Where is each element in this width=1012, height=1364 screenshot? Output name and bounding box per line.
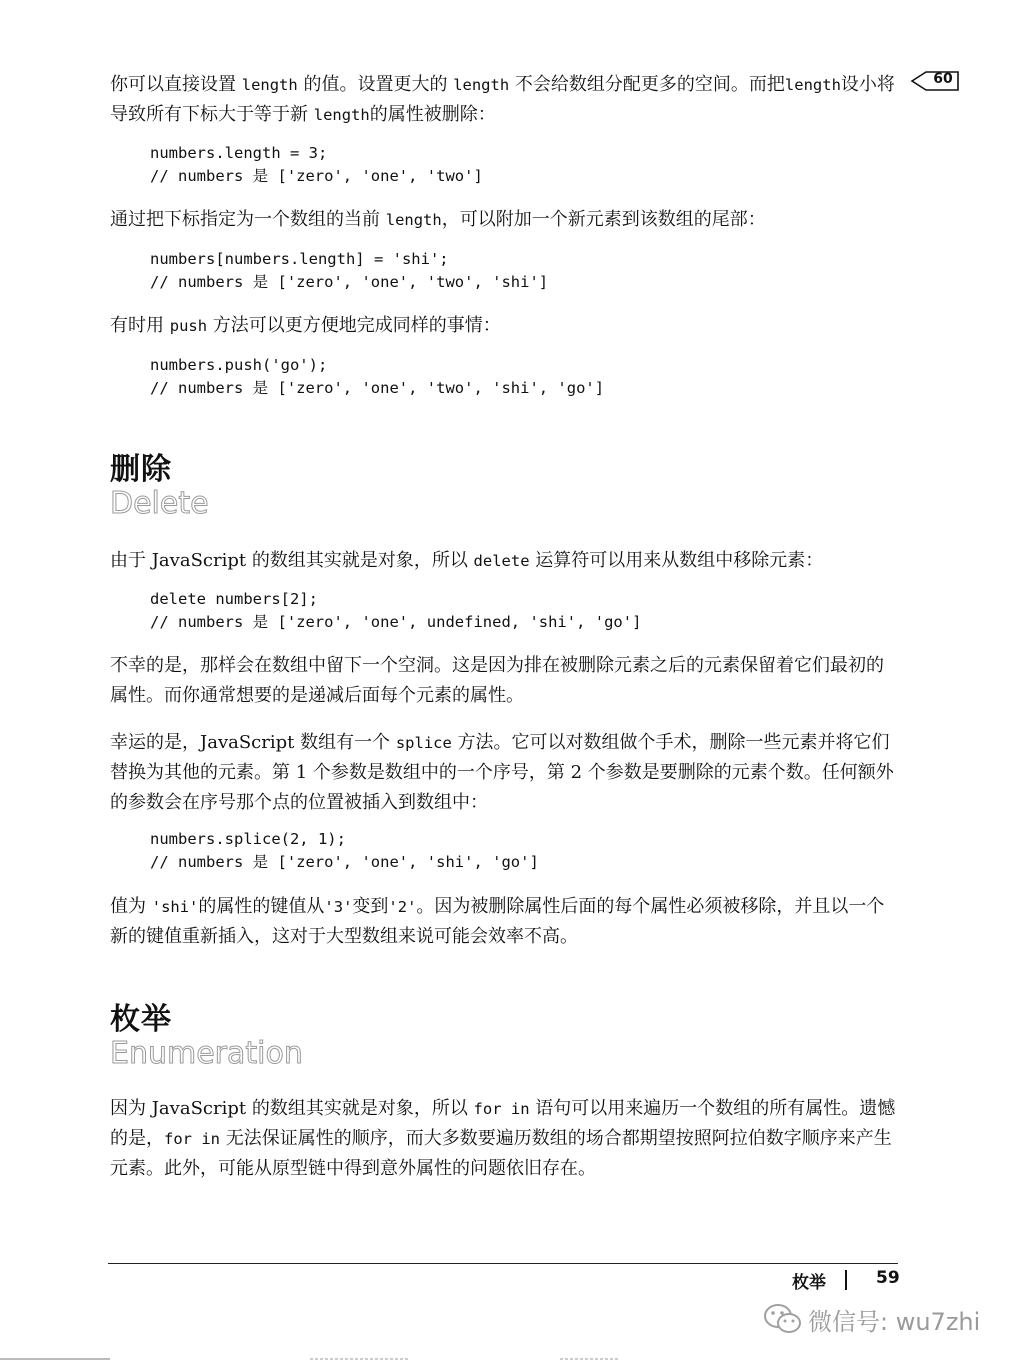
watermark-text: 微信号: wu7zhi: [808, 1308, 981, 1336]
code-block-length: numbers.length = 3; // numbers 是 ['zero', 'one', 'two']: [150, 144, 483, 185]
footer-section-title: 枚举: [792, 1273, 826, 1293]
inline-code: '3': [324, 898, 353, 916]
section-subheading-enumeration: Enumeration: [110, 1036, 303, 1071]
footer-page-number: 59: [876, 1268, 900, 1288]
inline-code: delete: [473, 552, 530, 570]
inline-code: length: [241, 76, 298, 94]
code-block-push: numbers.push('go'); // numbers 是 ['zero', 'one', 'two', 'shi', 'go']: [150, 356, 605, 397]
intro-paragraph-1: 你可以直接设置 length 的值。设置更大的 length 不会给数组分配更多的空间。而把length设小将导致所有下标大于等于新 length的属性被删除：: [110, 74, 895, 125]
delete-paragraph-1: 由于 JavaScript 的数组其实就是对象，所以 delete 运算符可以用来从数组中移除元素：: [110, 550, 824, 571]
page-marker-number: 60: [933, 71, 953, 87]
inline-code: 'shi': [151, 898, 199, 916]
inline-code: length: [784, 76, 841, 94]
inline-code: length: [385, 211, 442, 229]
enumeration-paragraph-1: 因为 JavaScript 的数组其实就是对象，所以 for in 语句可以用来遍历一个数组的所有属性。遗憾的是，for in 无法保证属性的顺序，而大多数要遍历数组的场合都期望按照阿拉伯数字顺序来产生元素。此外，可能从原型链中得到意外属性的问题依旧存在。: [110, 1098, 896, 1179]
code-block-splice: numbers.splice(2, 1); // numbers 是 ['zero', 'one', 'shi', 'go']: [150, 830, 539, 871]
footer-separator: [845, 1270, 847, 1290]
scan-edge-marks: [0, 1356, 1012, 1364]
inline-code: for in: [164, 1130, 220, 1148]
inline-code: '2': [388, 898, 417, 916]
code-block-append: numbers[numbers.length] = 'shi'; // numbers 是 ['zero', 'one', 'two', 'shi']: [150, 250, 549, 291]
inline-code: for in: [473, 1100, 530, 1118]
intro-paragraph-2: 通过把下标指定为一个数组的当前 length，可以附加一个新元素到该数组的尾部：: [110, 209, 766, 230]
inline-code: length: [313, 106, 370, 124]
intro-paragraph-3: 有时用 push 方法可以更方便地完成同样的事情：: [110, 315, 501, 336]
wechat-icon: [763, 1302, 803, 1336]
inline-code: length: [453, 76, 510, 94]
delete-paragraph-3: 幸运的是，JavaScript 数组有一个 splice 方法。它可以对数组做个手术，删除一些元素并将它们替换为其他的元素。第 1 个参数是数组中的一个序号，第 2 个参数是要删除的元素个数。任何额外的参数会在序号那个点的位置被插入到数组中：: [110, 732, 894, 813]
page-marker: [910, 70, 960, 92]
code-block-delete: delete numbers[2]; // numbers 是 ['zero', 'one', undefined, 'shi', 'go']: [150, 590, 642, 631]
footer-rule: [108, 1263, 898, 1264]
section-heading-delete: 删除: [110, 452, 172, 487]
section-subheading-delete: Delete: [110, 486, 209, 521]
inline-code: splice: [395, 734, 452, 752]
section-heading-enumeration: 枚举: [110, 1002, 172, 1037]
delete-paragraph-2: 不幸的是，那样会在数组中留下一个空洞。这是因为排在被删除元素之后的元素保留着它们最初的属性。而你通常想要的是递减后面每个元素的属性。: [110, 655, 884, 706]
delete-paragraph-4: 值为 'shi'的属性的键值从'3'变到'2'。因为被删除属性后面的每个属性必须被移除，并且以一个新的键值重新插入，这对于大型数组来说可能会效率不高。: [110, 896, 885, 947]
inline-code: push: [169, 317, 208, 335]
